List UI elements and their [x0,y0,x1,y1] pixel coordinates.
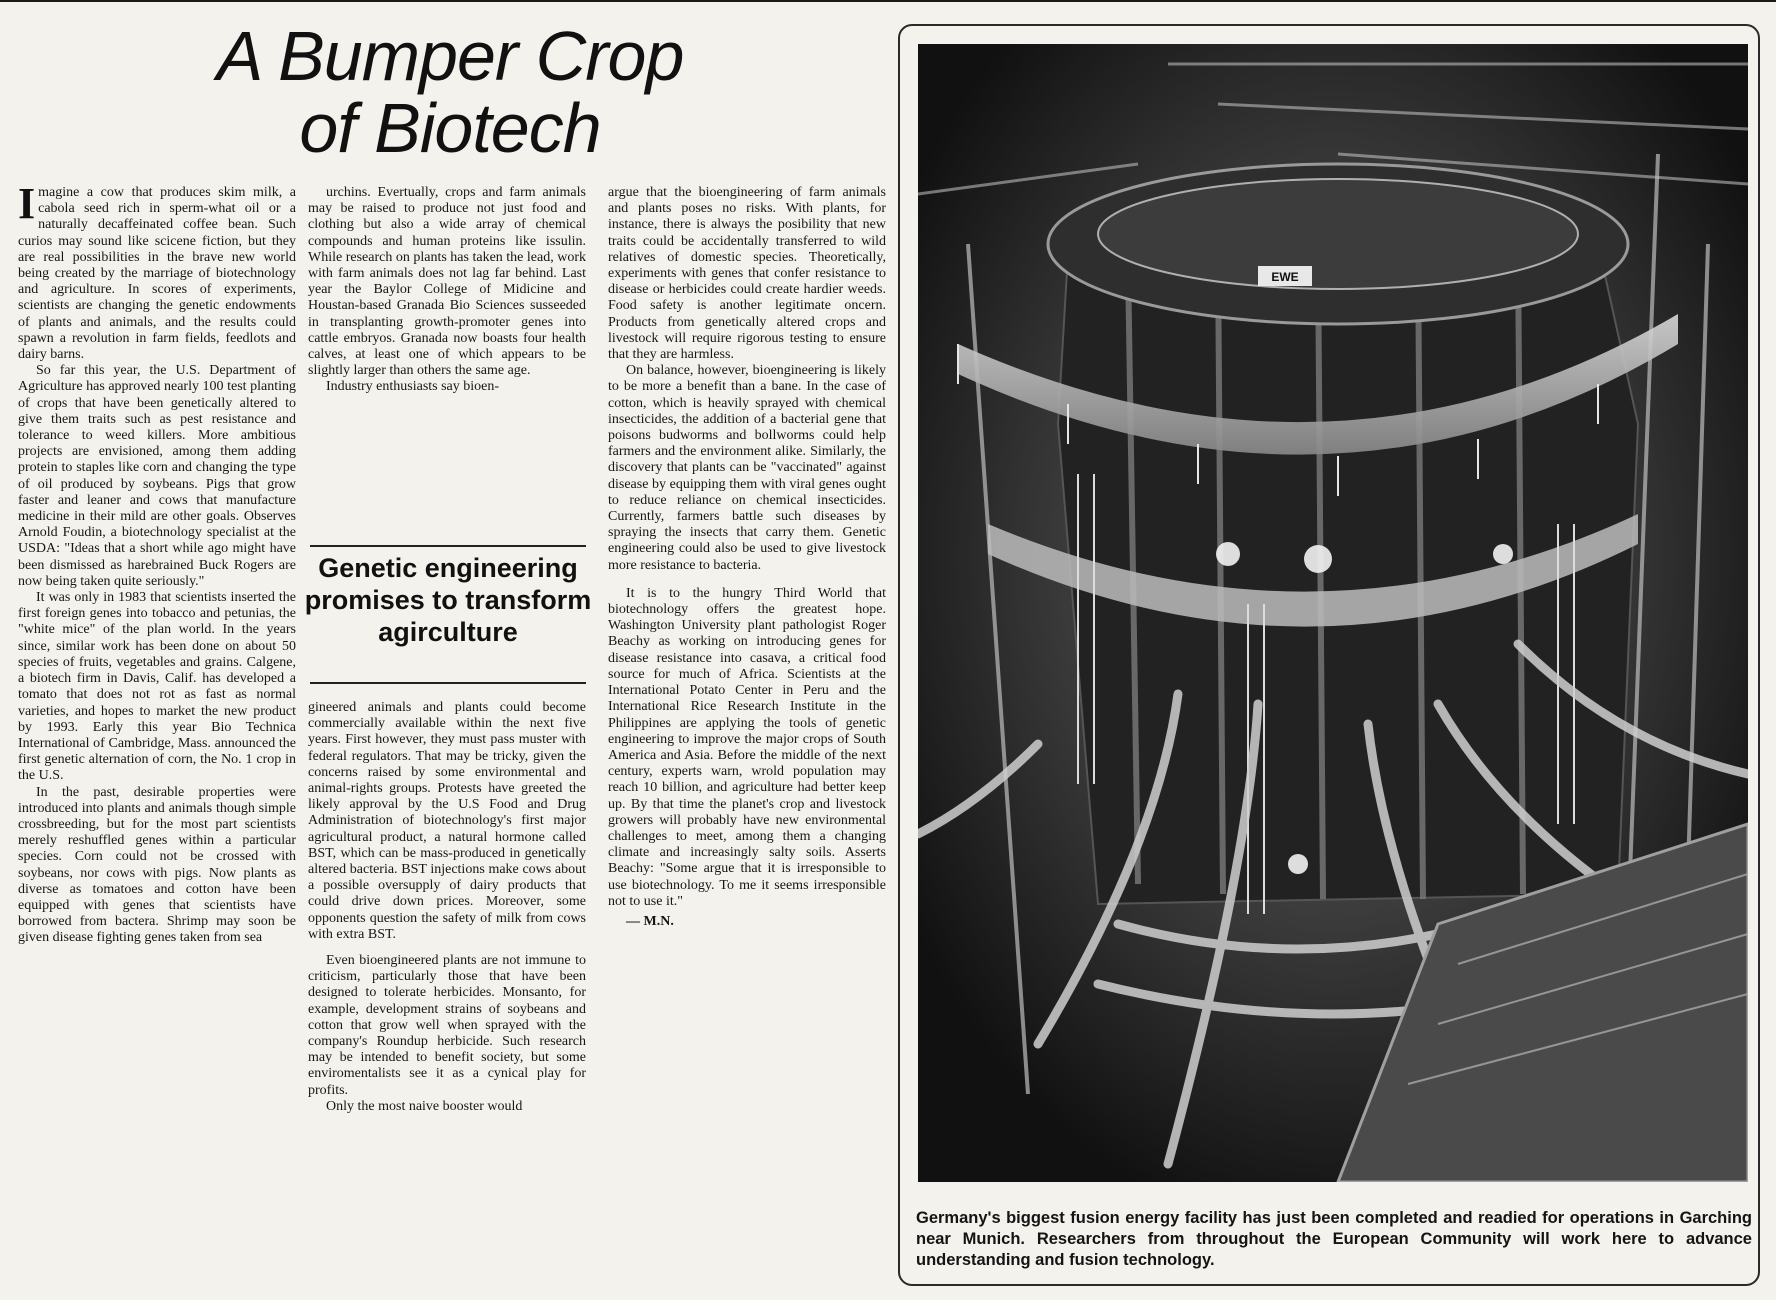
drop-cap: I [18,185,36,228]
article-paragraph: gineered animals and plants could become commercially available within the next five years. First however, they must pass muster with federal regulators. That may be tricky, given the concerns raised by some environmental and animal-rights groups. Protests have greeted the likely approval by the U.S Food and Drug Administration of biotechnology's first major agricultural product, a natural hormone called BST, which can be mass-produced in genetically altered bacteria. BST injections make cows about a possible oversupply of dairy products that could drive down prices. Moreover, some opponents question the safety of milk from cows with extra BST. [308,700,586,942]
article-column-2-top [308,185,586,530]
article-paragraph: Industry enthusiasts say bioen- [326,379,500,395]
photo-caption: Germany's biggest fusion energy facility has just been completed and readied for operations in Garching near Munich. Researchers from throughout the European Community will work here to advance understanding and fusion technology. [916,1209,1752,1269]
fusion-facility-photo [918,44,1748,1182]
headline [170,17,730,167]
article-paragraph: Even bioengineered plants are not immune to criticism, particularly those that have been designed to tolerate herbicides. Monsanto, for example, development strains of soybeans and cotton that grow well when sprayed with the company's Roundup herbicide. Such research may be intended to benefit society, but some enviromentalists see it as a cynical play for profits. [308,953,586,1098]
headline-line-2: of Biotech [299,89,601,167]
article-column-3 [608,185,886,1293]
pull-quote: Genetic engineering promises to transform agirculture [304,553,592,647]
article-paragraph: Only the most naive booster would [326,1098,523,1114]
article-paragraph: In the past, desirable properties were introduced into plants and animals though simple crossbreeding, but for the most part scientists merely reshuffled genes within a particular species. Corn could not be crossed with soybeans, nor cows with pigs. Now plants as diverse as tomatoes and cotton have been equipped with genes that scientists have borrowed from bactera. Shrimp may soon be given disease fighting genes taken from sea [18,784,296,946]
article-column-2-bottom [308,700,586,1293]
lead-paragraph-text: magine a cow that produces skim milk, a cabola seed rich in sperm-what oil or a naturally decaffeinated coffee bean. Such curios may sound like scicene fiction, but they are real possibilities in the brave new world being created by the marriage of biotechnology and agriculture. In scores of experiments, scientists are changing the genetic endowments of plants and animals, and the results could spawn a revolution in farm fields, feedlots and dairy barns. [18,185,296,363]
article-column-1 [18,185,296,1293]
top-rule [0,0,1776,2]
article-paragraph: So far this year, the U.S. Department of Agriculture has approved nearly 100 test planting of crops that have been genetically altered to give them traits such as pest resistance and tolerance to weed killers. More ambitious projects are envisioned, among them adding protein to staples like corn and changing the type of oil produced by soybeans. Pigs that grow faster and leaner and cows that manufacture medicine in their mild are other goals. Observes Arnold Foudin, a biotechnology specialist at the USDA: "Ideas that a short while ago might have been dismissed as harebrained Buck Rogers are now being taken quite seriously." [18,363,296,589]
photo-sign-text: EWE [1271,270,1299,284]
article-paragraph: argue that the bioengineering of farm animals and plants poses no risks. With plants, for instance, there is always the posibility that new traits could be accidentally transferred to wild relatives of domestic species. Theoretically, experiments with genes that confer resistance to disease or herbicides could create hardier weeds. Food safety is another legitimate oncern. Products from genetically altered crops and livestock will require rigorous testing to ensure that they are harmless. [608,185,886,363]
author-signature: — M.N. [626,913,674,929]
article-paragraph: On balance, however, bioengineering is likely to be more a benefit than a bane. In the case of cotton, which is heavily sprayed with chemical insecticides, the addition of a bacterial gene that poisons budworms and bollworms could help farmers and the environment alike. Similarly, the discovery that plants can be "vaccinated" against disease by equipping them with viral genes ought to reduce reliance on chemical insecticides. Currently, farmers battle such diseases by spraying the insects that carry them. Genetic engineering could also be used to give livestock more resistance to bacteria. [608,363,886,573]
headline-line-1: A Bumper Crop [216,17,684,95]
pull-quote-rule-top [310,545,586,547]
article-paragraph: urchins. Evertually, crops and farm animals may be raised to produce not just food and clothing but also a wide array of chemical compounds and human proteins like issulin. While research on plants has taken the lead, work with farm animals does not lag far behind. Last year the Baylor College of Midicine and Houstan-based Granada Bio Sciences susseeded in transplanting growth-promoter genes into cattle embryos. Granada now boasts four health calves, at least one of which appears to be slightly larger than others the same age. [308,185,586,379]
article-paragraph: It was only in 1983 that scientists inserted the first foreign genes into tobacco and petunias, the "white mice" of the plan world. In the years since, similar work has been done on about 50 species of fruits, vegetables and grains. Calgene, a biotech firm in Davis, Calif. has developed a tomato that does not rot as fast as normal varieties, and hopes to market the new product by 1993. Early this year Bio Technica International of Cambridge, Mass. announced the first genetic alternation of corn, the No. 1 crop in the U.S. [18,590,296,784]
article-paragraph: It is to the hungry Third World that biotechnology offers the greatest hope. Washington University plant pathologist Roger Beachy as working on introducing genes for disease resistance into casava, a critical food source for much of Africa. Scientists at the International Potato Center in Peru and the International Rice Research Institute in the Philippines are applying the tools of genetic engineering to improve the major crops of South America and Asia. Before the middle of the next century, experts warn, wrold population may reach 10 billion, and agriculture had better keep up. By that time the planet's crop and livestock growers will probably have new environmental challenges to meet, among them a changing climate and increasingly salty soils. Asserts Beachy: "Some argue that it is irresponsible to use biotechnology. To me it seems irresponsible not to use it." [608,585,886,909]
article-paragraph [18,185,296,363]
photo-illustration [918,44,1748,1182]
pull-quote-rule-bottom [310,682,586,684]
